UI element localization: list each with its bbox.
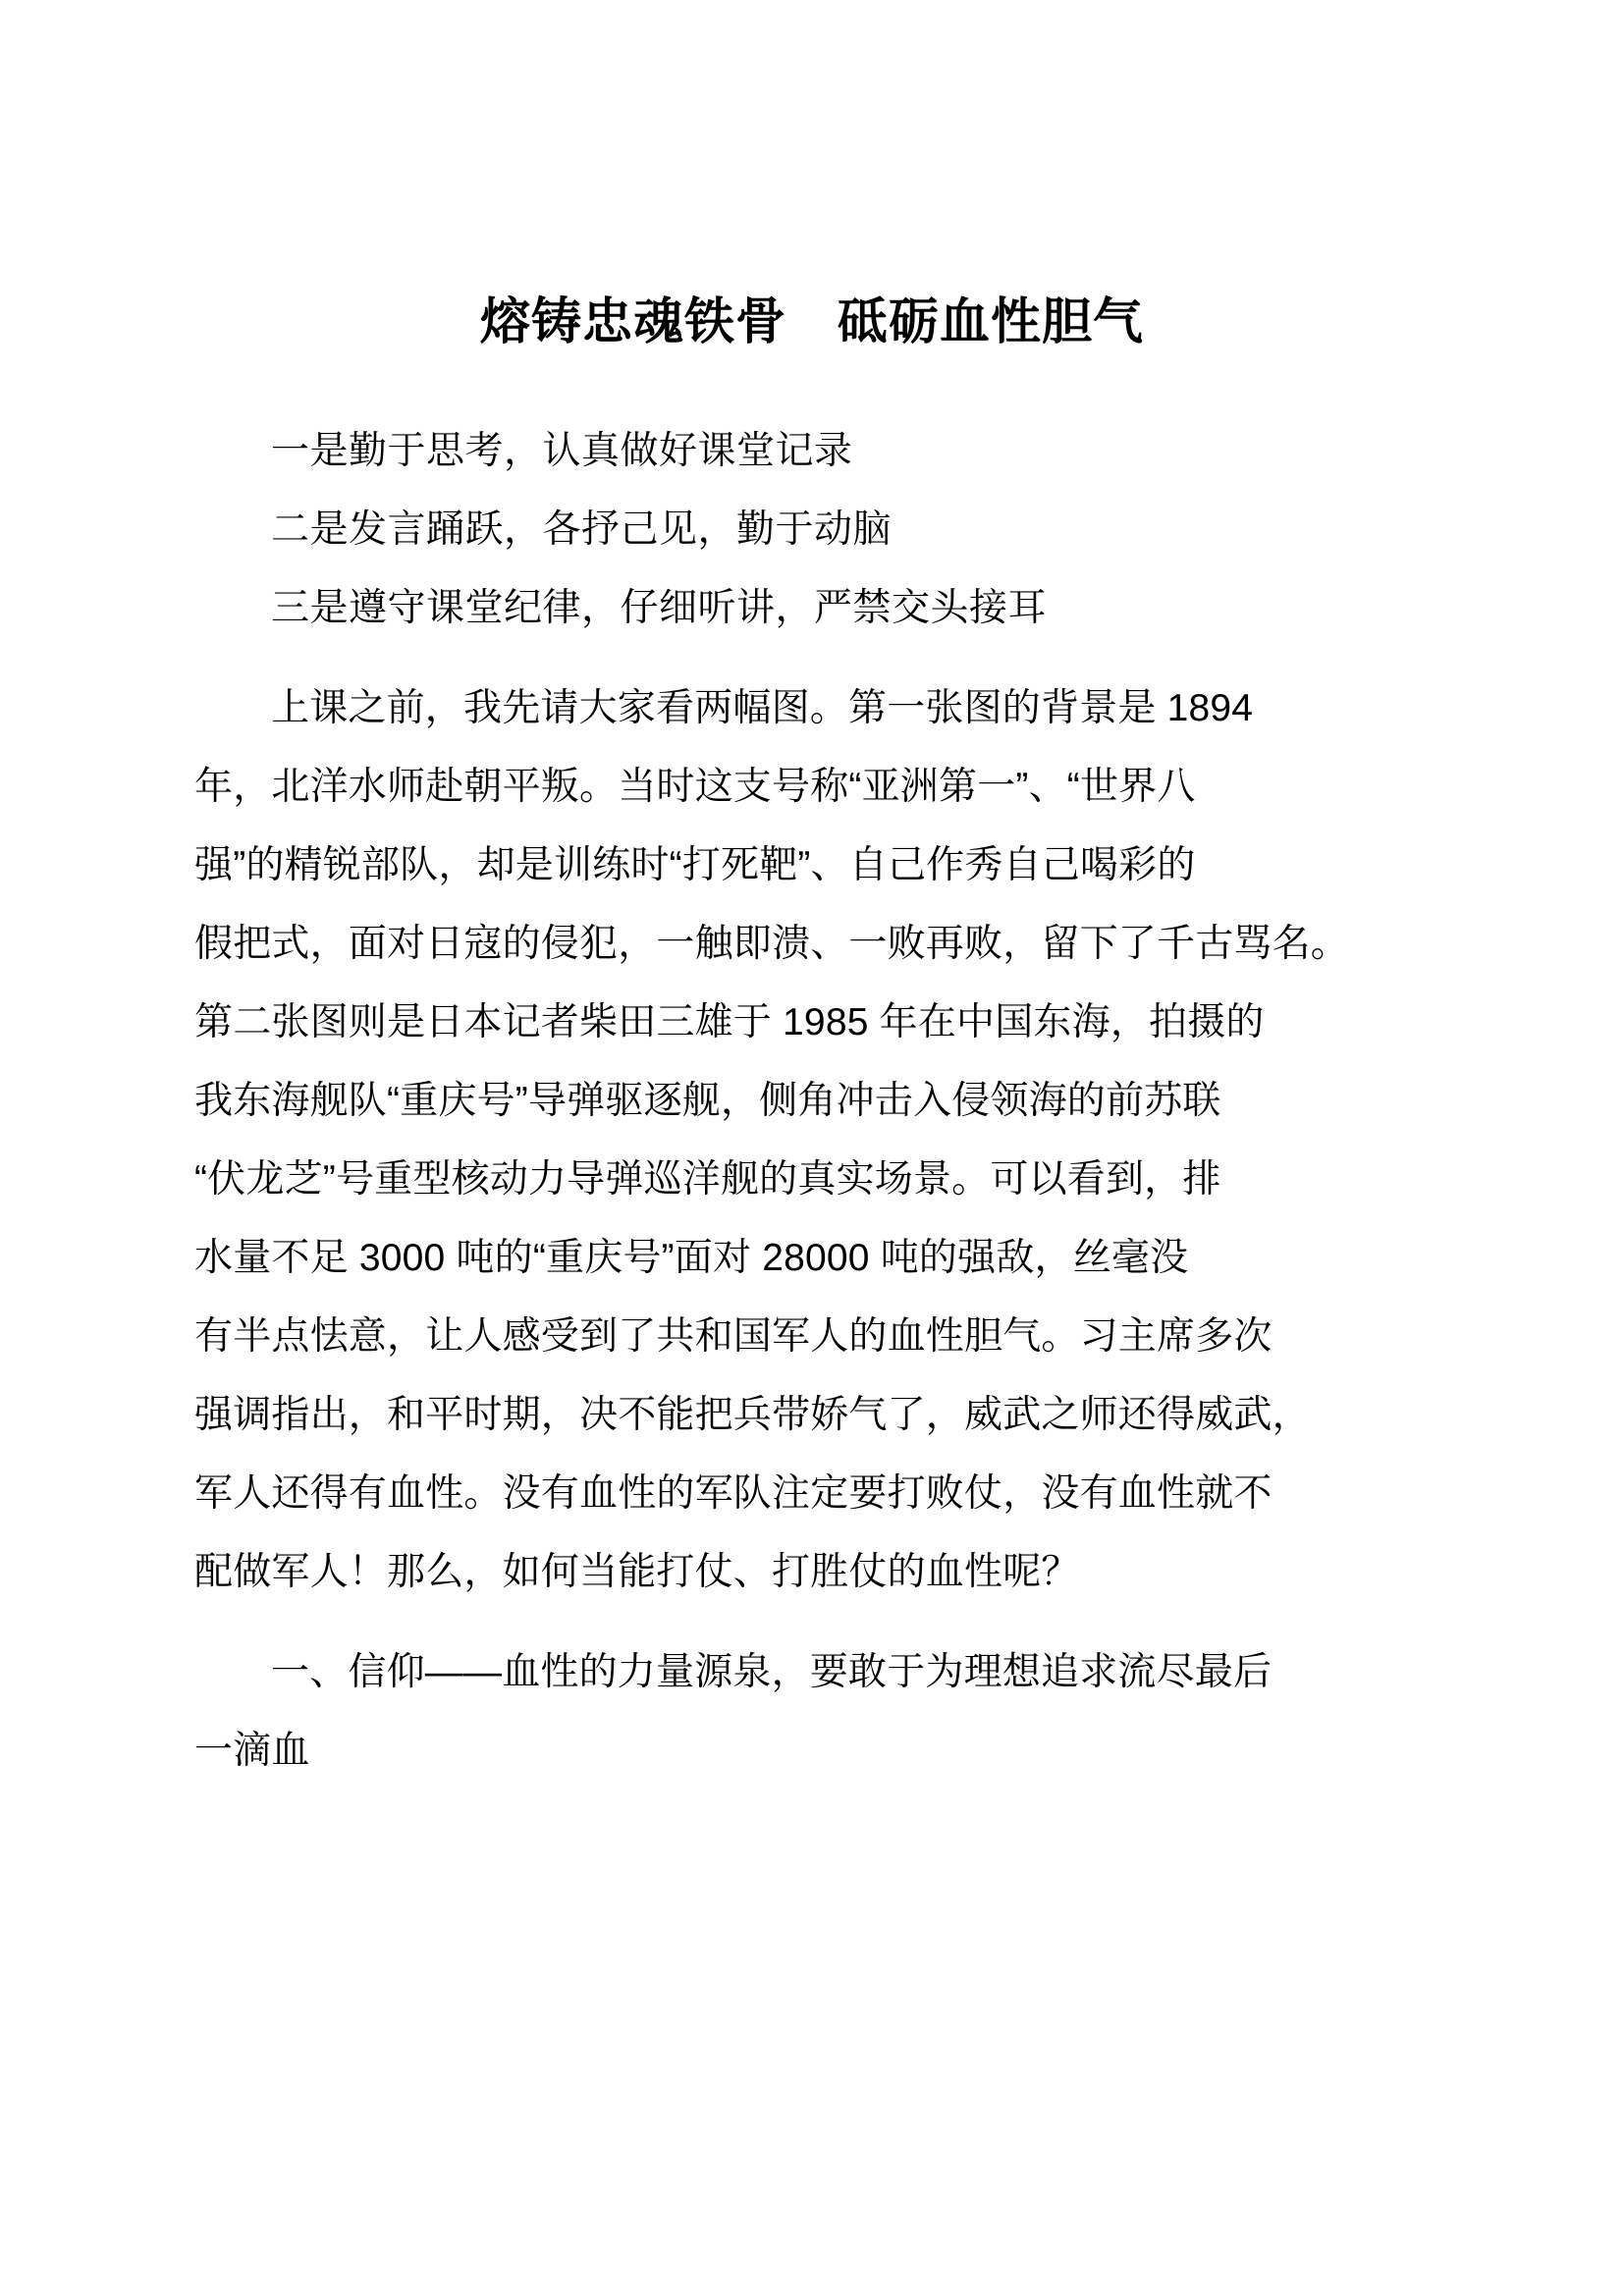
paragraph-line: 我东海舰队“重庆号”导弹驱逐舰，侧角冲击入侵领海的前苏联 bbox=[194, 1079, 1221, 1122]
paragraph-line: 有半点怯意，让人感受到了共和国军人的血性胆气。习主席多次 bbox=[194, 1314, 1272, 1358]
section-heading-paragraph bbox=[194, 1633, 1430, 1790]
paragraph-line: 强”的精锐部队，却是训练时“打死靶”、自己作秀自己喝彩的 bbox=[194, 843, 1196, 886]
paragraph-line: 强调指出，和平时期，决不能把兵带娇气了，威武之师还得威武， bbox=[194, 1393, 1311, 1436]
document-content bbox=[194, 0, 1430, 1790]
paragraph-line: “伏龙芝”号重型核动力导弹巡洋舰的真实场景。可以看到，排 bbox=[194, 1157, 1221, 1201]
paragraph-line: 上课之前，我先请大家看两幅图。第一张图的背景是 1894 bbox=[271, 686, 1254, 729]
classroom-rules-list bbox=[194, 412, 1430, 648]
paragraph-line: 假把式，面对日寇的侵犯，一触即溃、一败再败，留下了千古骂名。 bbox=[194, 922, 1350, 965]
list-item: 二是发言踊跃，各抒己见，勤于动脑 bbox=[271, 507, 893, 551]
paragraph-line: 配做军人！那么，如何当能打仗、打胜仗的血性呢？ bbox=[194, 1550, 1080, 1593]
paragraph-line: 第二张图则是日本记者柴田三雄于 1985 年在中国东海，拍摄的 bbox=[194, 1000, 1265, 1043]
section-heading-line: 一滴血 bbox=[194, 1729, 310, 1772]
body-paragraph bbox=[194, 669, 1430, 1612]
page-title: 熔铸忠魂铁骨 砥砺血性胆气 bbox=[479, 294, 1144, 349]
paragraph-line: 年，北洋水师赴朝平叛。当时这支号称“亚洲第一”、“世界八 bbox=[194, 765, 1196, 808]
paragraph-line: 军人还得有血性。没有血性的军队注定要打败仗，没有血性就不 bbox=[194, 1471, 1272, 1515]
list-item: 三是遵守课堂纪律，仔细听讲，严禁交头接耳 bbox=[271, 586, 1048, 629]
paragraph-line: 水量不足 3000 吨的“重庆号”面对 28000 吨的强敌，丝毫没 bbox=[194, 1236, 1189, 1279]
list-item: 一是勤于思考，认真做好课堂记录 bbox=[271, 429, 853, 472]
section-heading-line: 一、信仰——血性的力量源泉，要敢于为理想追求流尽最后 bbox=[271, 1650, 1272, 1693]
